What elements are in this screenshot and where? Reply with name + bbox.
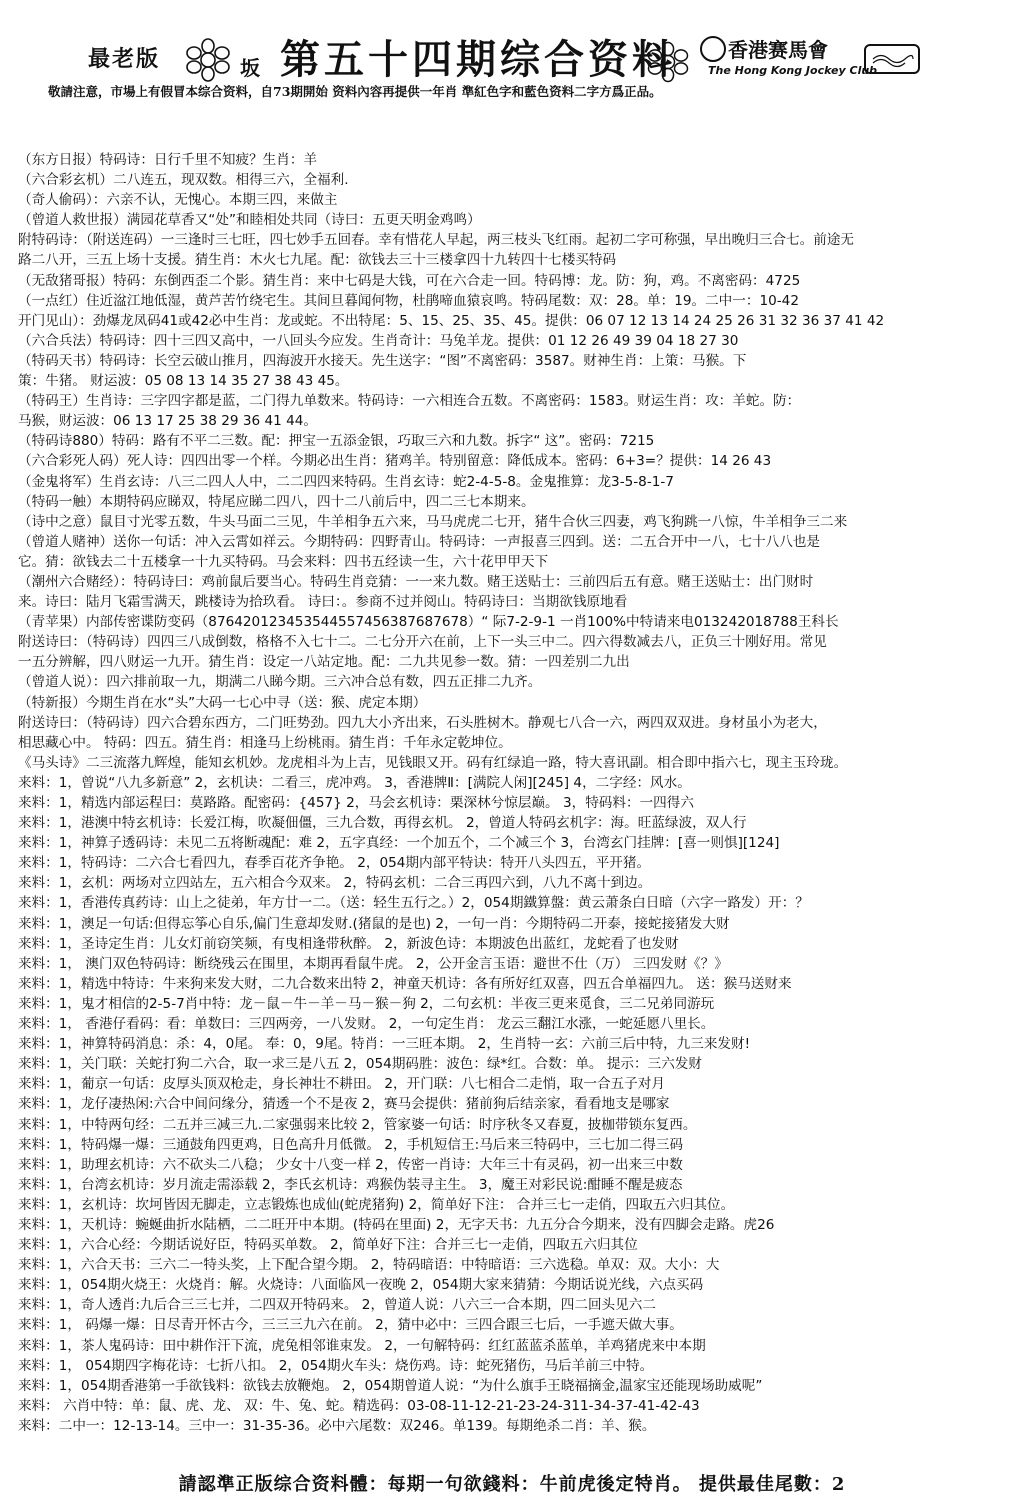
text-line: 来料：1，奇人透肖:九后合三三七并，二四双开特码来。 2，曾道人说：八六三一合本期，四二回头见六二 <box>18 1297 656 1314</box>
header <box>0 0 1024 108</box>
flower-emblem-right-icon <box>642 40 694 84</box>
text-line: 开门见山）：劲爆龙凤码41或42必中生肖：龙或蛇。不出特尾：5、15、25、35、45。提供：06 07 12 13 14 24 25 26 31 32 36 37 41 42 <box>18 312 885 329</box>
text-line: 来料：1，港澳中特玄机诗：长爱江梅，吹凝佃僵，三九合数，再得玄机。 2，曾道人特码玄机字：海。旺蓝绿波，双人行 <box>18 815 747 832</box>
text-line: （潮州六合赌经）：特码诗曰：鸡前鼠后要当心。特码生肖竞猜：一一来九数。赌王送贴士：三前四后五有意。赌王送贴士：出门财时 <box>18 573 814 590</box>
text-line: 来料：1，神算特码消息：杀：4，0尾。 奉：0，9尾。特肖：一三旺本期。 2，生肖特一玄：六前三后中特，九三来发财! <box>18 1036 751 1053</box>
text-line: 来料：1，054期香港第一手欲钱料：欲钱去放鞭炮。 2，054期曾道人说：“为什么旗手王晓福摘金,温家宝还能现场助威呢” <box>18 1377 763 1394</box>
text-line: 《马头诗》二三流落九辉煌，能知玄机妙。龙虎相斗为上吉，见钱眼又开。码有红绿追一路，特大喜讯副。相合即中指六七，现主玉玲珑。 <box>18 754 848 771</box>
seal-stamp-icon <box>864 44 920 74</box>
text-line: 来料：1，神算子透码诗：未见二五将断魂配：难 2，五字真经：一个加五个，二个减三个 3，台湾玄门挂牌：[喜一则惧][124] <box>18 835 780 852</box>
text-line: 来料：1，台湾玄机诗：岁月流走需添载 2，李氏玄机诗：鸡猴伪装寻主生。 3，魔王对彩民说:酣睡不醒是疲态 <box>18 1176 683 1193</box>
text-line: 来料： 六肖中特：单：鼠、虎、龙、 双：牛、兔、蛇。精选码：03-08-11-12-21-23-24-311-34-37-41-42-43 <box>18 1397 700 1414</box>
text-line: （特新报）今期生肖在水“头”大码一七心中寻（送：猴、虎定本期） <box>18 694 427 711</box>
club-name: 香港赛馬會 <box>728 38 828 62</box>
text-line: （曾道人赌神）送你一句话：冲入云霄如祥云。今期特码：四野青山。特码诗：一声报喜三四到。送：二五合开中一八，七十八八也是 <box>18 533 821 550</box>
club-name-english: The Hong Kong Jockey Club <box>708 64 878 77</box>
text-line: （六合彩玄机）二八连五，现双数。相得三六，全福利. <box>18 172 349 189</box>
text-line: （诗中之意）鼠目寸光零五数，牛头马面二三见，牛羊相争五六来，马马虎虎二七开，猪牛合伙三四妻，鸡飞狗跳一八惊，牛羊相争三二来 <box>18 513 848 530</box>
text-line: 来料：1，龙仔凄热闲:六合中间问缘分，猜透一个不是夜 2，赛马会提供：猪前狗后结亲家，看看地支是哪家 <box>18 1096 670 1113</box>
jockey-club-logo-icon <box>700 36 726 62</box>
edition-suffix: 坂 <box>240 56 260 80</box>
text-line: （六合彩死人码）死人诗：四四出零一个样。今期必出生肖：猪鸡羊。特别留意：降低成本。密码：6+3=？提供：14 26 43 <box>18 453 772 470</box>
footer-slogan: 請認準正版综合资料體：每期一句欲錢料：牛前虎後定特肖。 提供最佳尾數：2 <box>178 1474 846 1495</box>
text-line: 来料：1，助理玄机诗：六不砍头二八稳； 少女十八变一样 2，传密一肖诗：大年三十有灵码，初一出来三中数 <box>18 1156 683 1173</box>
text-line: 来料：1，曾说“八九多新意” 2，玄机诀：二看三，虎冲鸡。 3，香港牌Ⅱ：[满院人闲][245] 4，二字经：风水。 <box>18 774 691 791</box>
text-line: 附特码诗：（附送连码）一三逢时三七旺，四七妙手五回春。幸有惜花人早起，两三枝头飞红雨。起初二字可称强，早出晚归三合七。前途无 <box>18 232 855 249</box>
text-line: 来料：1， 香港仔看码：看：单数曰：三四两旁，一八发财。 2，一句定生肖： 龙云三翻江水涨，一蛇延愿八里长。 <box>18 1016 715 1033</box>
text-line: 相思藏心中。 特码：四五。猜生肖：相逢马上纷桃雨。猜生肖：千年永定乾坤位。 <box>18 734 512 751</box>
text-line: 来料：1， 码爆一爆：日尽青开怀古今，三三三九六在前。 2，猜中必中：三四合跟三七后，一手遮天做大事。 <box>18 1317 683 1334</box>
text-line: 马猴，财运波：06 13 17 25 38 29 36 41 44。 <box>18 413 317 430</box>
text-line: 来料：1，六合心经：今期话说好臣，特码买单数。 2，简单好下注：合并三七一走俏，四取五六归其位 <box>18 1237 638 1254</box>
text-line: （特码天书）特码诗：长空云破山推月，四海波开水接天。先生送字：“图”不离密码：3587。财神生肖：上策：马猴。下 <box>18 352 747 369</box>
text-line: 它。猜：欲钱去二十五楼拿一十九买特码。马会来料：四书五经读一生，六十花甲甲天下 <box>18 553 549 570</box>
text-line: 一五分辨解，四八财运一九开。猜生肖：设定一八站定地。配：二九共见参一数。猜：一四差别二九出 <box>18 654 630 671</box>
text-line: 路二八开，三五上场十支援。猜生肖：木火七九尾。配：欲钱去三十三楼拿四十九转四十七楼买特码 <box>18 252 617 269</box>
text-line: （特码一触）本期特码应睇双，特尾应睇二四八，四十二八前后中，四二三七本期来。 <box>18 493 535 510</box>
text-line: 来料：1，玄机诗：坎坷皆因无脚走，立志锻炼也成仙(蛇虎猪狗) 2，简单好下注： 合并三七一走俏，四取五六归其位。 <box>18 1196 735 1213</box>
text-line: （曾道人说）：四六排前取一九，期满二八睇今期。三六冲合总有数，四五正排二九齐。 <box>18 674 542 691</box>
page-title: 第五十四期综合资料 <box>280 37 676 83</box>
text-line: 来料：1，茶人鬼码诗：田中耕作汗下流，虎兔相邻谁束发。 2，一句解特码：红红蓝蓝杀蓝单，羊鸡猪虎来中本期 <box>18 1337 706 1354</box>
text-line: （曾道人救世报）满园花草香又“处”和睦相处共同（诗曰：五更天明金鸡鸣） <box>18 212 481 229</box>
text-line: 来料：1，关门联：关蛇打狗二六合，取一求三是八五 2，054期码胜：波色：绿*红。合数：单。 提示：三六发财 <box>18 1056 702 1073</box>
text-line: 来料：1，玄机：两场对立四站左，五六相合今双来。 2，特码玄机：二合三再四六到，八九不离十到边。 <box>18 875 652 892</box>
text-line: 来料：1，圣诗定生肖：儿女灯前窃笑频，有曳相逢带秋醉。 2，新波色诗：本期波色出蓝红，龙蛇看了也发财 <box>18 935 679 952</box>
text-line: （六合兵法）特码诗：四十三四又高中，一八回头今应发。生肖奇计：马兔羊龙。提供：01 12 26 49 39 04 18 27 30 <box>18 332 739 349</box>
text-line: （奇人偷码）：六亲不认，无愧心。本期三四，来做主 <box>18 192 338 209</box>
text-line: 来料：1，六合天书：三六二一特头奖，上下配合望今期。 2，特码暗语：中特暗语：三六选稳。单双：双。大小：大 <box>18 1257 720 1274</box>
text-line: 来料：1， 054期四字梅花诗：七折八扣。 2，054期火车头：烧伤鸡。诗：蛇死猪伤，马后羊前三中特。 <box>18 1357 654 1374</box>
text-line: 来料：1，中特两句经：二五并三减三九.二家强弱来比较 2，管家婆一句话：时序秋冬又春夏，披枷带锁东复西。 <box>18 1116 697 1133</box>
text-line: 来料：1，香港传真药诗：山上之徒弟，年方廿一二。（送：轻生五行之。）2，054期鐵算盤：黄云萧条白日暗（六字一路发）开：？ <box>18 895 809 912</box>
text-line: 附送诗曰：（特码诗）四六合碧东西方，二门旺势劲。四九大小齐出来，石头胜树木。静观七八合一六，两四双双进。身材虽小为老大， <box>18 714 827 731</box>
text-line: （青苹果）内部传密谍防变码（876420123453544557456387687678）“ 际7-2-9-1 一肖100%中特请来电013242018788王科长 <box>18 614 839 631</box>
text-line: 策：牛猪。 财运波：05 08 13 14 35 27 38 43 45。 <box>18 373 349 390</box>
text-line: 来料：1，特码爆一爆：三通鼓角四更鸡，日色高升月低微。 2，手机短信王:马后来三特码中，三七加二得三码 <box>18 1136 684 1153</box>
text-line: （金鬼将军）生肖玄诗：八三二四人人中，二二四四来特码。生肖玄诗：蛇2-4-5-8。金鬼推算：龙3-5-8-1-7 <box>18 473 674 490</box>
text-line: （一点红）住近湓江地低湿，黄芦苦竹绕宅生。其间旦暮闻何物，杜鹃啼血猿哀鸣。特码尾数：双：28。单：19。二中一：10-42 <box>18 292 799 309</box>
text-line: （无敌猪哥报）特码：东倒西歪二个影。猜生肖：来中七码是大钱，可在六合走一回。特码博：龙。防：狗，鸡。不离密码：4725 <box>18 272 801 289</box>
text-line: 来料：1，精选内部运程曰：莫路路。配密码：{457} 2，马会玄机诗：栗深林兮惊层巅。 3，特码料：一四得六 <box>18 795 694 811</box>
content-body <box>18 150 1008 1436</box>
text-line: 来料：二中一：12-13-14。三中一：31-35-36。必中六尾数：双246。单139。每期绝杀二肖：羊、猴。 <box>18 1417 656 1434</box>
text-line: 来料：1，澳足一句话:但得忘筝心自乐,偏门生意却发财.(猪鼠的是也) 2，一句一肖：今期特码二开泰，接蛇接猪发大财 <box>18 915 730 932</box>
flower-emblem-icon <box>180 38 236 82</box>
text-line: 附送诗曰：（特码诗）四四三八成倒数，格格不入七十二。二七分开六在前，上下一头三中二。四六得数减去八，正负三十刚好用。常见 <box>18 634 827 651</box>
text-line: 来料：1，054期火烧王：火烧肖：解。火烧诗：八面临风一夜晚 2，054期大家来猜猜：今期话说光线，六点买码 <box>18 1277 704 1294</box>
text-line: 来料：1，天机诗：蜿蜒曲折水陆栖，二二旺开中本期。(特码在里面) 2，无字天书：九五分合今期来，没有四脚会走路。虎26 <box>18 1216 775 1233</box>
text-line: 来料：1，精选中特诗：牛来狗来发大财，二九合数来出特 2，神童天机诗：各有所好红双喜，四五合单福四九。 送：猴马送财来 <box>18 975 792 992</box>
text-line: 来料：1，葡京一句话：皮厚头顶双枪走，身长神壮不耕田。 2，开门联：八七相合二走悄，取一合五子对月 <box>18 1076 665 1093</box>
text-line: （东方日报）特码诗：日行千里不知疲？生肖：羊 <box>18 152 318 168</box>
text-line: 来。诗曰：陆月飞霜雪满天，跳楼诗为拾玖看。 诗曰：。参商不过并阅山。特码诗曰：当期欲钱原地看 <box>18 594 628 611</box>
text-line: （特码诗880）特码：路有不平二三数。配：押宝一五添金银，巧取三六和九数。拆字“ 这”。密码：7215 <box>18 433 655 450</box>
text-line: （特码王）生肖诗：三字四字都是蓝，二门得九单数来。特码诗：一六相连合五数。不离密码：1583。财运生肖：攻：羊蛇。防： <box>18 393 801 410</box>
text-line: 来料：1， 澳门双色特码诗：断绕残云在围里，本期再看鼠牛虎。 2，公开金言玉语：避世不仕（万） 三四发财《？》 <box>18 955 728 972</box>
edition-label: 最老版 <box>88 46 161 72</box>
authenticity-notice: 敬請注意，市場上有假冒本综合资料，自73期開始 资料內容再提供一年肖 準紅色字和藍色资料二字方爲正品。 <box>48 84 662 99</box>
text-line: 来料：1，鬼才相信的2-5-7肖中特：龙－鼠－牛－羊－马－猴－狗 2，二句玄机：半夜三更来觅食，三二兄弟同游玩 <box>18 995 715 1012</box>
text-line: 来料：1，特码诗：二六合七看四九，春季百花齐争艳。 2，054期内部平特诀：特开八头四五，平开猪。 <box>18 855 651 872</box>
